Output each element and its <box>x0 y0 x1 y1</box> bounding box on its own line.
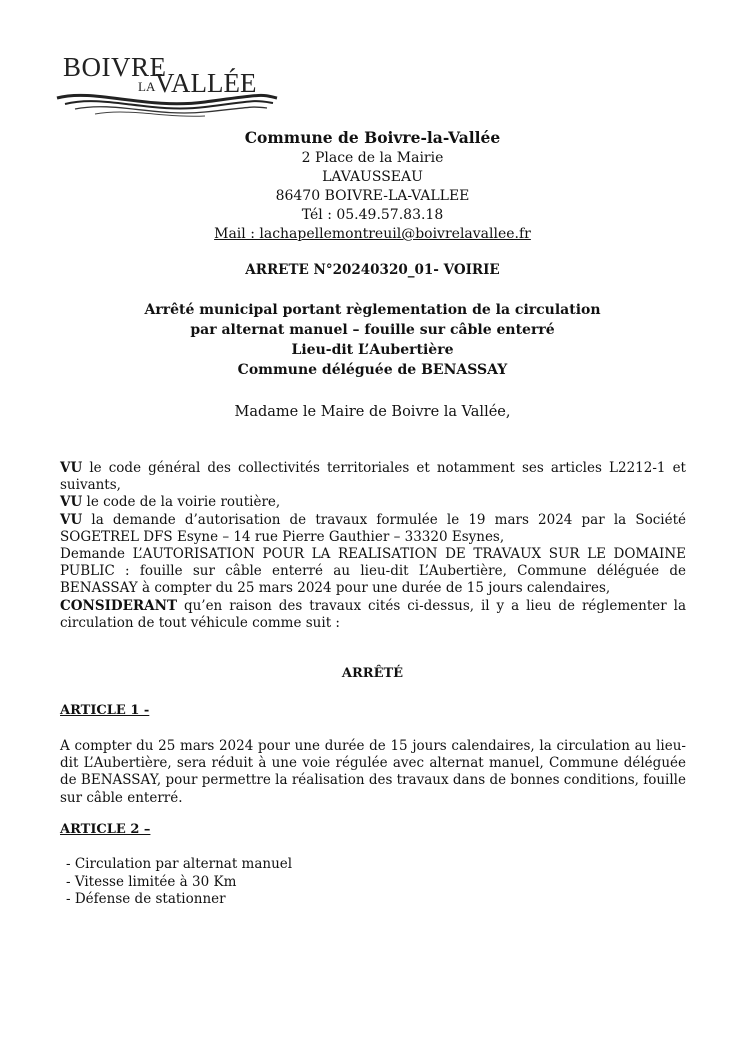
considerations-block <box>60 460 686 632</box>
consideration-2: VU le code de la voirie routière, <box>60 494 281 511</box>
consideration-5: CONSIDERANT qu’en raison des travaux cités ci-dessus, il y a lieu de réglementer la circulation de tout véhicule comme suit : <box>60 597 686 631</box>
logo-river-swoosh-icon <box>55 84 280 118</box>
logo-word-boivre: BOIVRE <box>63 52 167 82</box>
arrete-subject <box>0 300 745 380</box>
subject-line-4: Commune déléguée de BENASSAY <box>237 362 508 378</box>
subject-line-1: Arrêté municipal portant règlementation de la circulation <box>144 302 601 318</box>
consideration-3: VU la demande d’autorisation de travaux formulée le 19 mars 2024 par la Société SOGETREL DFS Esyne – 14 rue Pierre Gauthier – 33320 Esynes, <box>60 511 686 545</box>
logo-word-la: LA <box>138 79 156 94</box>
email-line: Mail : lachapellemontreuil@boivrelavallee.fr <box>214 226 531 242</box>
municipality-logo <box>55 50 285 120</box>
list-item: - Circulation par alternat manuel <box>66 856 293 872</box>
consideration-1: VU le code général des collectivités territoriales et notamment ses articles L2212-1 et suivants, <box>60 460 686 494</box>
phone-line: Tél : 05.49.57.83.18 <box>301 207 444 223</box>
arrete-number: ARRETE N°20240320_01- VOIRIE <box>245 262 500 278</box>
address-line-2: LAVAUSSEAU <box>322 169 423 185</box>
article-2-list <box>66 856 292 909</box>
logo-word-vallee: VALLÉE <box>155 68 257 98</box>
address-line-1: 2 Place de la Mairie <box>301 150 444 166</box>
commune-name: Commune de Boivre-la-Vallée <box>244 128 501 147</box>
consideration-4: Demande L’AUTORISATION POUR LA REALISATION DE TRAVAUX SUR LE DOMAINE PUBLIC : fouille sur câble enterré au lieu-dit L’Aubertière, Commune déléguée de BENASSAY à compter du 25 mars 2024 pour une durée de 15 jours calendaires, <box>60 546 686 597</box>
article-2-title: ARTICLE 2 – <box>60 822 151 837</box>
list-item: - Vitesse limitée à 30 Km <box>66 873 237 890</box>
article-1-text: A compter du 25 mars 2024 pour une durée de 15 jours calendaires, la circulation au lieu-dit L’Aubertière, sera réduit à une voie régulée avec alternat manuel, Commune déléguée de BENASSAY, pour permettre la réalisation des travaux dans de bonnes conditions, fouille sur câble enterré. <box>60 738 686 806</box>
subject-line-3: Lieu-dit L’Aubertière <box>291 342 454 358</box>
list-item: - Défense de stationner <box>66 891 226 907</box>
arrete-heading: ARRÊTÉ <box>341 666 404 681</box>
article-1-title: ARTICLE 1 - <box>60 703 150 718</box>
subject-line-2: par alternat manuel – fouille sur câble enterré <box>190 322 555 338</box>
salutation: Madame le Maire de Boivre la Vallée, <box>234 404 511 420</box>
address-line-3: 86470 BOIVRE-LA-VALLEE <box>275 188 470 204</box>
